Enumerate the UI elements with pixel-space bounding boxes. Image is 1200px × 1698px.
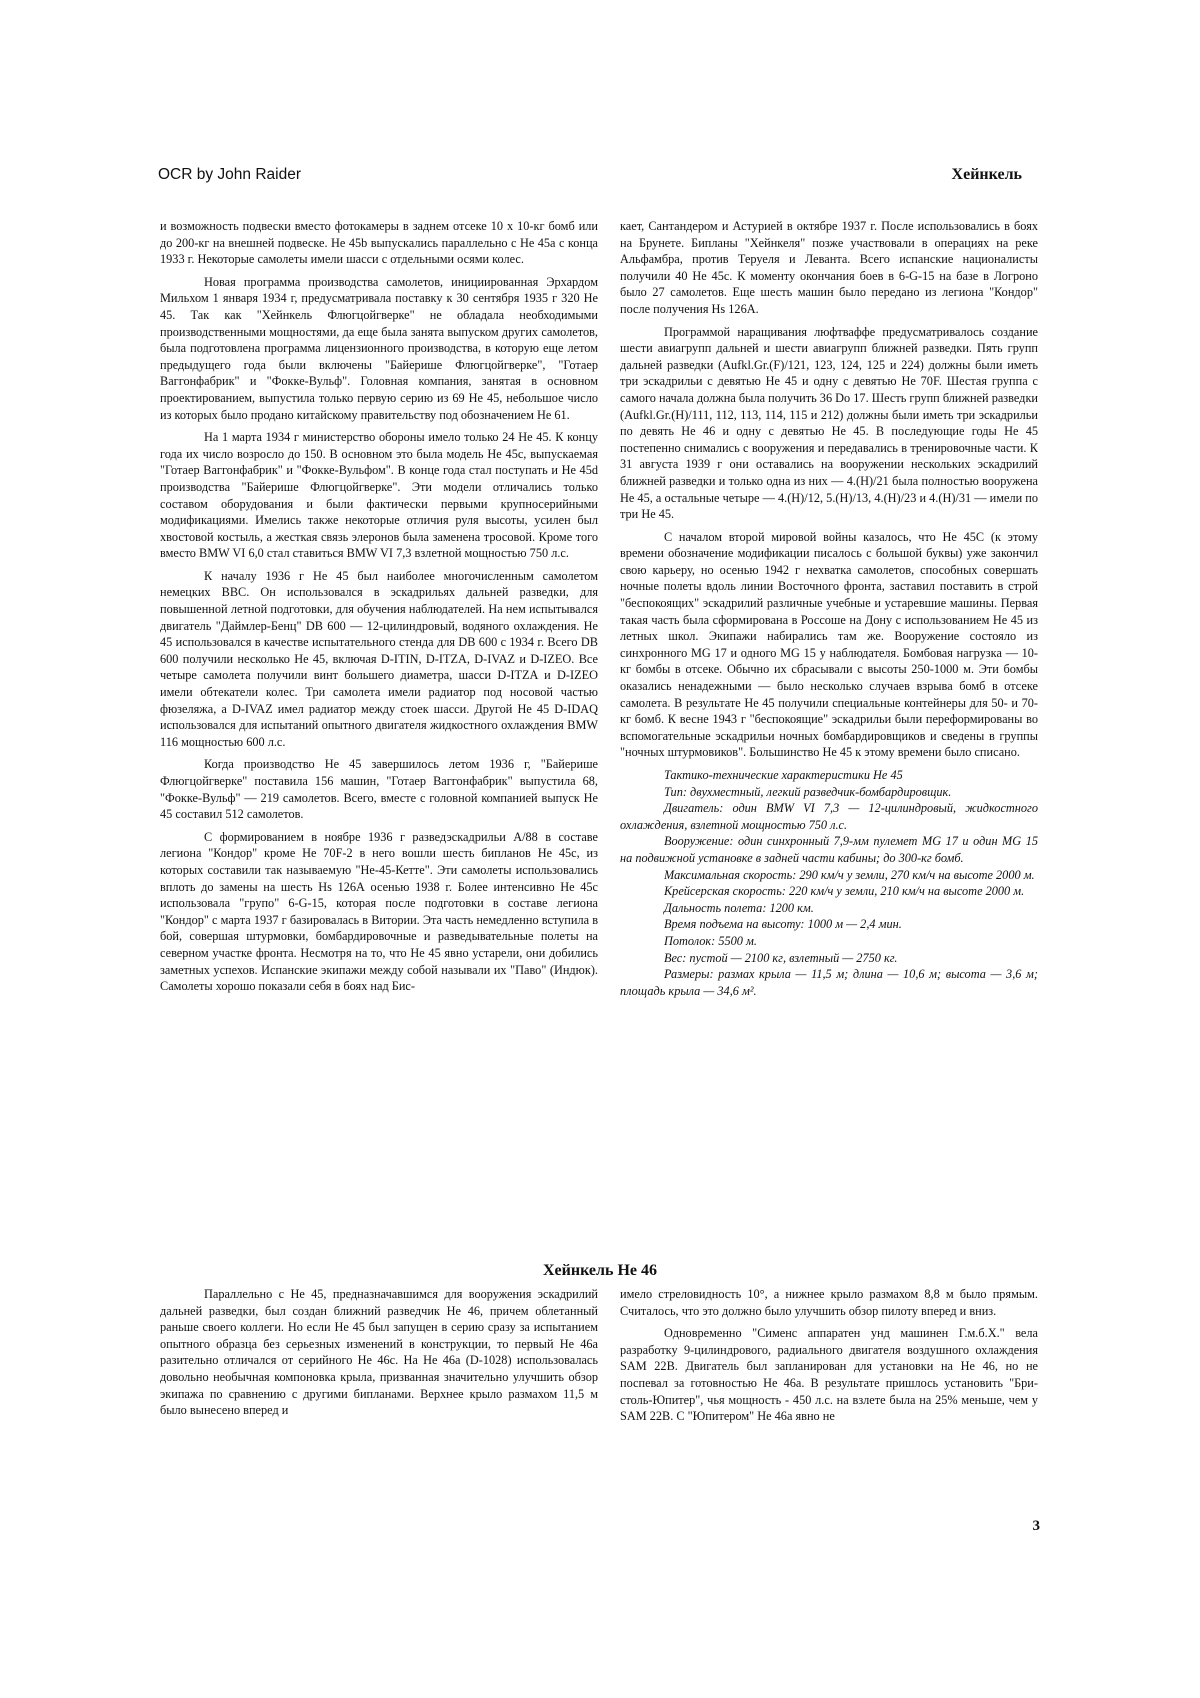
paragraph: кает, Сантандером и Астурией в октябре 1937 г. После использовались в боях на Брунете. Бипланы "Хейнкеля" позже участвовали в операциях на реке Альфамбра, против Теруеля и Леванта. Всего испанские националисты получили 40 Не 45с. К моменту окончания боев в 6-G-15 на базе в Логроно было 27 самолетов. Еще шесть машин было передано из легиона "Кондор" после получения Hs 126А. (620, 219, 1038, 316)
paragraph: Когда производство Не 45 завершилось летом 1936 г, "Байерише Флюгцойгверке" поставила 156 машин, "Готаер Ваггонфабрик" выпустила 68, "Фокке-Вульф" — 219 самолетов. Всего, вместе с головной компанией выпуск Не 45 составил 512 самолетов. (160, 757, 598, 822)
paragraph: К началу 1936 г Не 45 был наиболее многочисленным самолетом немецких ВВС. Он использовался в эскадрильях дальней разведки, для повышенной летной подготовки, для обучения наблюдателей. На нем испытывался двигатель "Даймлер-Бенц" DB 600 — 12-цилиндровый, водяного охлаждения. Не 45 использовался в качестве испытательного стенда для DB 600 с 1934 г. Всего DB 600 получили несколько Не 45, включая D-ITIN, D-ITZA, D-IVAZ и D-IZEO. Все четыре самолета получили винт большего диаметра, шасси D-ITZA и D-IZEO имели обтекатели колес. Три самолета имели радиатор под носовой частью фюзеляжа, а D-IVAZ имел радиатор между стоек шасси. Другой Не 45 D-IDAQ использовался для испытаний опытного двигателя жидкостного охлаждения BMW 116 мощностью 600 л.с. (160, 568, 598, 749)
paragraph: С формированием в ноябре 1936 г разведэскадрильи А/88 в составе легиона "Кондор" кроме Не 70F-2 в него вошли шесть бипланов Не 45с, из которых составили так называемую "Не-45-Кетте". Эти самолеты использовались вплоть до замены на шесть Hs 126А осенью 1938 г. Более интенсивно Не 45с использовала "групо" 6-G-15, которая после подготовки в составе легиона "Кондор" с марта 1937 г базировалась в Витории. Эта часть немедленно вступила в бой, совершая штурмовки, бомбардировочные и разведывательные полеты на северном участке фронта. Несмотря на то, что Не 45 явно устарели, они добились заметных успехов. Испанские экипажи между собой называли их "Паво" (Индюк). Самолеты хорошо показали себя в боях над Бис- (160, 829, 598, 994)
column-right (620, 218, 1038, 999)
column-left (160, 218, 598, 1001)
paragraph: Одновременно "Сименс аппаратен унд машинен Г.м.б.Х." вела разработку 9-цилиндрового, радиального двигателя воздушного охлаждения SAM 22В. Двигатель был запланирован для установки на Не 46, но не поспевал за готовностью Не 46а. В результате пришлось установить "Бристоль-Юпитер", чья мощность - 450 л.с. на взлете была на 25% меньше, чем у SAM 22В. С "Юпитером" Не 46а явно не (620, 1326, 1038, 1424)
paragraph: и возможность подвески вместо фотокамеры в заднем отсеке 10 х 10-кг бомб или до 200-кг на внешней подвеске. Не 45b выпускались параллельно с Не 45а с конца 1933 г. Некоторые самолеты имели шасси с отдельными осями колес. (160, 219, 598, 267)
paragraph: имело стреловидность 10°, а нижнее крыло размахом 8,8 м было прямым. Считалось, что это должно было улучшить обзор пилоту вперед и вниз. (620, 1287, 1038, 1318)
specs-title: Тактико-технические характеристики Не 45 (664, 768, 903, 782)
spec-max-speed: Максимальная скорость: 290 км/ч у земли, 270 км/ч на высоте 2000 м. (664, 867, 1035, 882)
header-source: OCR by John Raider (158, 166, 302, 183)
paragraph: Программой наращивания люфтваффе предусматривалось создание шести авиагрупп дальней и шести авиагрупп ближней разведки. Пять групп дальней разведки (Aufkl.Gr.(F)/121, 123, 124, 125 и 224) должны были иметь три эскадрильи с девятью Не 45 и одну с девятью Не 70F. Шестая группа с самого начала должна была получить 36 Do 17. Шесть групп ближней разведки (Aufkl.Gr.(H)/111, 112, 113, 114, 115 и 212) должны были иметь три эскадрильи по девять Не 46 и одну с девятью Не 45. В последующие годы Не 45 постепенно снимались с вооружения и передавались в тренировочные части. К 31 августа 1939 г они оставались на вооружении нескольких эскадрилий ближней разведки и только одна из них — 4.(Н)/21 была полностью вооружена Не 45, а остальные четыре — 4.(Н)/12, 5.(Н)/13, 4.(Н)/23 и 4.(Н)/31 — имели по три Не 45. (620, 324, 1038, 522)
spec-range: Дальность полета: 1200 км. (664, 900, 814, 915)
section-title: Хейнкель Не 46 (543, 1262, 657, 1279)
spec-ceiling: Потолок: 5500 м. (664, 933, 757, 948)
spec-weight: Вес: пустой — 2100 кг, взлетный — 2750 кг. (664, 950, 898, 965)
paragraph: С началом второй мировой войны казалось, что Не 45С (к этому времени обозначение модификации писалось с большой буквы) уже закончил свою карьеру, но осенью 1942 г нехватка самолетов, способных совершать ночные полеты вдоль линии Восточного фронта, заставил поставить в строй "беспокоящих" эскадрилий различные учебные и устаревшие машины. Первая такая часть была сформирована в Россоше на Дону с использованием Не 45 из летных школ. Экипажи набирались там же. Вооружение состояло из синхронного MG 17 и одного MG 15 у наблюдателя. Бомбовая нагрузка — 10-кг бомбы в отсеке. Обычно их сбрасывали с высоты 250-1000 м. Эти бомбы оказались ненадежными — было несколько случаев взрыва бомб в отсеке самолета. В результате Не 45 получили специальные контейнеры для 50- и 70-кг бомб. К весне 1943 г "беспокоящие" эскадрильи были переформированы во вспомогательные эскадрильи ночных бомбардировщиков и сведены в группы "ночных штурмовиков". Большинство Не 45 к этому времени было списано. (620, 529, 1038, 760)
section2-column-left (160, 1286, 598, 1425)
page-number: 3 (1032, 1518, 1040, 1534)
spec-type: Тип: двухместный, легкий разведчик-бомбардировщик. (664, 784, 952, 799)
header-title: Хейнкель (951, 166, 1022, 183)
section2-column-right (620, 1286, 1038, 1431)
spec-cruise-speed: Крейсерская скорость: 220 км/ч у земли, 210 км/ч на высоте 2000 м. (664, 884, 1025, 899)
spec-armament: Вооружение: один синхронный 7,9-мм пулемет MG 17 и один MG 15 на подвижной установке в задней части кабины; до 300-кг бомб. (620, 834, 1038, 865)
spec-climb: Время подъема на высоту: 1000 м — 2,4 мин. (664, 917, 902, 932)
specifications (620, 767, 1038, 999)
spec-dimensions: Размеры: размах крыла — 11,5 м; длина — 10,6 м; высота — 3,6 м; площадь крыла — 34,6 м². (620, 967, 1038, 998)
spec-engine: Двигатель: один BMW VI 7,3 — 12-цилиндровый, жидкостного охлаждения, взлетной мощностью 750 л.с. (620, 801, 1038, 832)
paragraph: Новая программа производства самолетов, инициированная Эрхардом Мильхом 1 января 1934 г, предусматривала поставку к 30 сентября 1935 г 320 Не 45. Так как "Хейнкель Флюгцойгверке" не обладала необходимыми производственными мощностями, да еще была занята выпуском других самолетов, была подготовлена программа лицензионного производства, в которую еще летом предыдущего года были включены "Байерише Флюгцойгверке", "Готаер Ваггонфабрик" и "Фокке-Вульф". Головная компания, занятая в основном проектированием, выпустила только первую серию из 69 Не 45, небольшое число из которых было продано китайскому правительству под обозначением Не 61. (160, 274, 598, 422)
paragraph: Параллельно с Не 45, предназначавшимся для вооружения эскадрилий дальней разведки, был создан ближний разведчик Не 46, причем облетанный раньше своего коллеги. Но если Не 45 был запущен в серию сразу за испытанием опытного образца без серьезных изменений в конструкции, то первый Не 46а разительно отличался от серийного Не 46с. На Не 46а (D-1028) использовалась довольно необычная компоновка крыла, призванная значительно улучшить обзор экипажа по сравнению с другими бипланами. Верхнее крыло размахом 11,5 м было вынесено вперед и (160, 1287, 598, 1418)
paragraph: На 1 марта 1934 г министерство обороны имело только 24 Не 45. К концу года их число возросло до 150. В основном это была модель Не 45с, выпускаемая "Готаер Ваггонфабрик" и "Фокке-Вульфом". В конце года стал поступать и Не 45d производства "Байерише Флюгцойгверке". Эти модели отличались только составом оборудования и были фактически первыми крупносерийными модификациями. Имелись также некоторые отличия руля высоты, усилен был хвостовой костыль, а жесткая связь элеронов была заменена тросовой. Кроме того вместо BMW VI 6,0 стал ставиться BMW VI 7,3 взлетной мощностью 750 л.с. (160, 430, 598, 561)
